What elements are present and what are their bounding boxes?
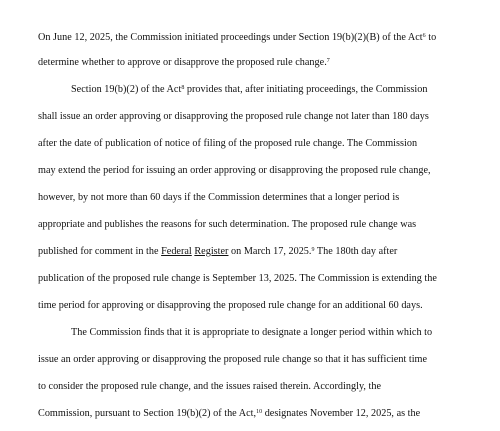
footnote-ref-7: 7 — [326, 58, 330, 64]
paragraph-2-line-4: may extend the period for issuing an order approving or disapproving the proposed rule change, — [38, 165, 431, 176]
paragraph-1-line-2: determine whether to approve or disapprove the proposed rule change.$^7$ — [38, 57, 330, 68]
paragraph-2-line-9: time period for approving or disapproving the proposed rule change for an additional 60 days. — [38, 300, 423, 311]
federal-register-word-1: Federal — [161, 246, 192, 257]
paragraph-3-line-4: Commission, pursuant to Section 19(b)(2) of the Act,$^{10}$ designates November 12, 2025, as the — [38, 408, 421, 419]
paragraph-3-line-1: The Commission finds that it is appropriate to designate a longer period within which to — [71, 327, 433, 338]
footnote-ref-8: 8 — [181, 85, 185, 91]
federal-register-word-2: Register — [194, 246, 229, 257]
footnote-ref-10: 10 — [256, 409, 263, 415]
paragraph-2-line-8: publication of the proposed rule change is September 13, 2025. The Commission is extending the — [38, 273, 437, 284]
paragraph-3-line-2: issue an order approving or disapproving the proposed rule change so that it has sufficient time — [38, 354, 428, 365]
paragraph-2-line-6: appropriate and publishes the reasons for such determination. The proposed rule change was — [38, 219, 417, 230]
paragraph-2-line-7: published for comment in the Federal Register on March 17, 2025.$^9$ The 180th day after — [38, 246, 398, 257]
paragraph-1-line-1: On June 12, 2025, the Commission initiated proceedings under Section 19(b)(2)(B) of the Act$^6$ to — [38, 32, 437, 43]
paragraph-2-line-1: Section 19(b)(2) of the Act$^8$ provides that, after initiating proceedings, the Commission — [71, 84, 428, 95]
paragraph-2-line-2: shall issue an order approving or disapproving the proposed rule change not later than 180 days — [38, 111, 429, 122]
paragraph-2-line-3: after the date of publication of notice of filing of the proposed rule change. The Commission — [38, 138, 418, 149]
paragraph-3-line-3: to consider the proposed rule change, and the issues raised therein. Accordingly, the — [38, 381, 382, 392]
paragraph-2-line-5: however, by not more than 60 days if the Commission determines that a longer period is — [38, 192, 400, 203]
footnote-ref-9: 9 — [311, 247, 315, 253]
footnote-ref-6: 6 — [422, 33, 426, 39]
